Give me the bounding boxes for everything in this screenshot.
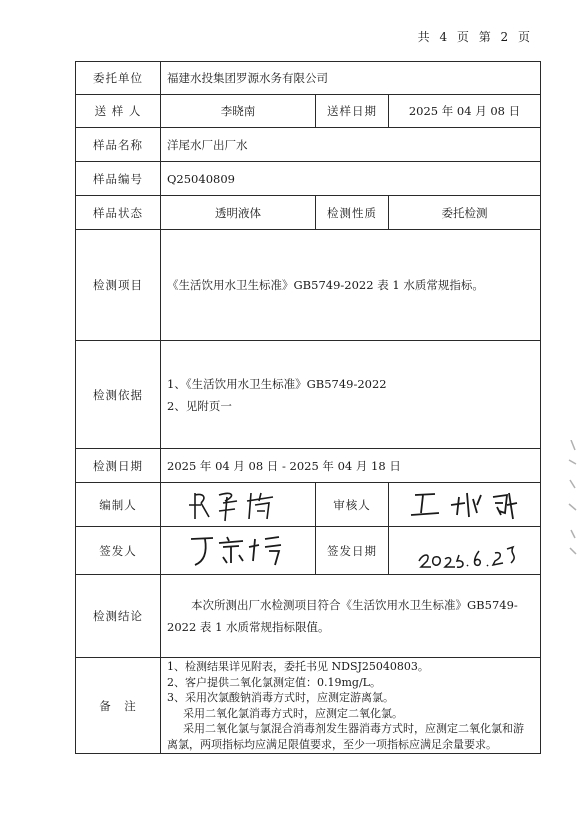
test-date-label: 检测日期 xyxy=(76,449,161,483)
page-indicator: 共 4 页 第 2 页 xyxy=(417,30,531,44)
row-test-basis xyxy=(76,341,541,449)
remarks-label: 备 注 xyxy=(76,658,161,754)
row-conclusion xyxy=(76,575,541,658)
reviewer-signature-cell xyxy=(389,483,541,527)
sample-name-label: 样品名称 xyxy=(76,128,161,162)
sample-name-value: 洋尾水厂出厂水 xyxy=(161,128,541,162)
row-compiler xyxy=(76,483,541,527)
reviewer-label: 审核人 xyxy=(316,483,389,527)
test-nature-value: 委托检测 xyxy=(389,196,541,230)
sender-value: 李晓南 xyxy=(161,95,316,128)
test-nature-label: 检测性质 xyxy=(316,196,389,230)
compiler-label: 编制人 xyxy=(76,483,161,527)
compiler-signature xyxy=(161,483,316,527)
test-basis-value xyxy=(161,341,541,449)
remarks-list xyxy=(167,659,534,752)
row-remarks xyxy=(76,658,541,754)
report-table xyxy=(75,61,541,754)
reviewer-signature xyxy=(389,483,541,527)
row-issuer xyxy=(76,527,541,575)
remark-item: 采用二氧化氯消毒方式时，应测定二氧化氯。 xyxy=(183,706,403,720)
issuer-signature xyxy=(161,527,316,575)
row-client xyxy=(76,62,541,95)
send-date-value: 2025 年 04 月 08 日 xyxy=(389,95,541,128)
client-value: 福建水投集团罗源水务有限公司 xyxy=(161,62,541,95)
sample-state-label: 样品状态 xyxy=(76,196,161,230)
issue-date-handwriting xyxy=(389,527,541,575)
compiler-signature-cell xyxy=(161,483,316,527)
row-sample-state xyxy=(76,196,541,230)
sample-state-value: 透明液体 xyxy=(161,196,316,230)
sender-label: 送 样 人 xyxy=(76,95,161,128)
conclusion-value: 本次所测出厂水检测项目符合《生活饮用水卫生标准》GB5749-2022 表 1 水质常规指标限值。 xyxy=(161,575,541,658)
test-items-value: 《生活饮用水卫生标准》GB5749-2022 表 1 水质常规指标。 xyxy=(161,230,541,341)
row-test-items xyxy=(76,230,541,341)
test-date-value: 2025 年 04 月 08 日 - 2025 年 04 月 18 日 xyxy=(161,449,541,483)
issue-date-label: 签发日期 xyxy=(316,527,389,575)
test-basis-line: 2、见附页一 xyxy=(167,398,232,413)
issue-date-signature-cell xyxy=(389,527,541,575)
send-date-label: 送样日期 xyxy=(316,95,389,128)
test-items-label: 检测项目 xyxy=(76,230,161,341)
sample-id-label: 样品编号 xyxy=(76,162,161,196)
client-label: 委托单位 xyxy=(76,62,161,95)
issuer-label: 签发人 xyxy=(76,527,161,575)
test-basis-line: 1、《生活饮用水卫生标准》GB5749-2022 xyxy=(167,376,387,391)
row-sender xyxy=(76,95,541,128)
remark-item: 采用二氧化氯与氯混合消毒剂发生器消毒方式时，应测定二氧化氯和游离氯，两项指标均应满足限值要求，至少一项指标应满足余量要求。 xyxy=(167,722,524,751)
remark-item: 2、客户提供二氧化氯测定值：0.19mg/L。 xyxy=(167,675,381,689)
sample-id-value: Q25040809 xyxy=(161,162,541,196)
remark-item: 1、检测结果详见附表，委托书见 NDSJ25040803。 xyxy=(167,660,429,673)
conclusion-label: 检测结论 xyxy=(76,575,161,658)
issuer-signature-cell xyxy=(161,527,316,575)
remarks-value xyxy=(161,658,541,754)
row-sample-id xyxy=(76,162,541,196)
seal-edge-mark xyxy=(567,440,577,560)
row-sample-name xyxy=(76,128,541,162)
row-test-date xyxy=(76,449,541,483)
test-basis-label: 检测依据 xyxy=(76,341,161,449)
remark-item: 3、采用次氯酸钠消毒方式时，应测定游离氯。 xyxy=(167,691,394,704)
